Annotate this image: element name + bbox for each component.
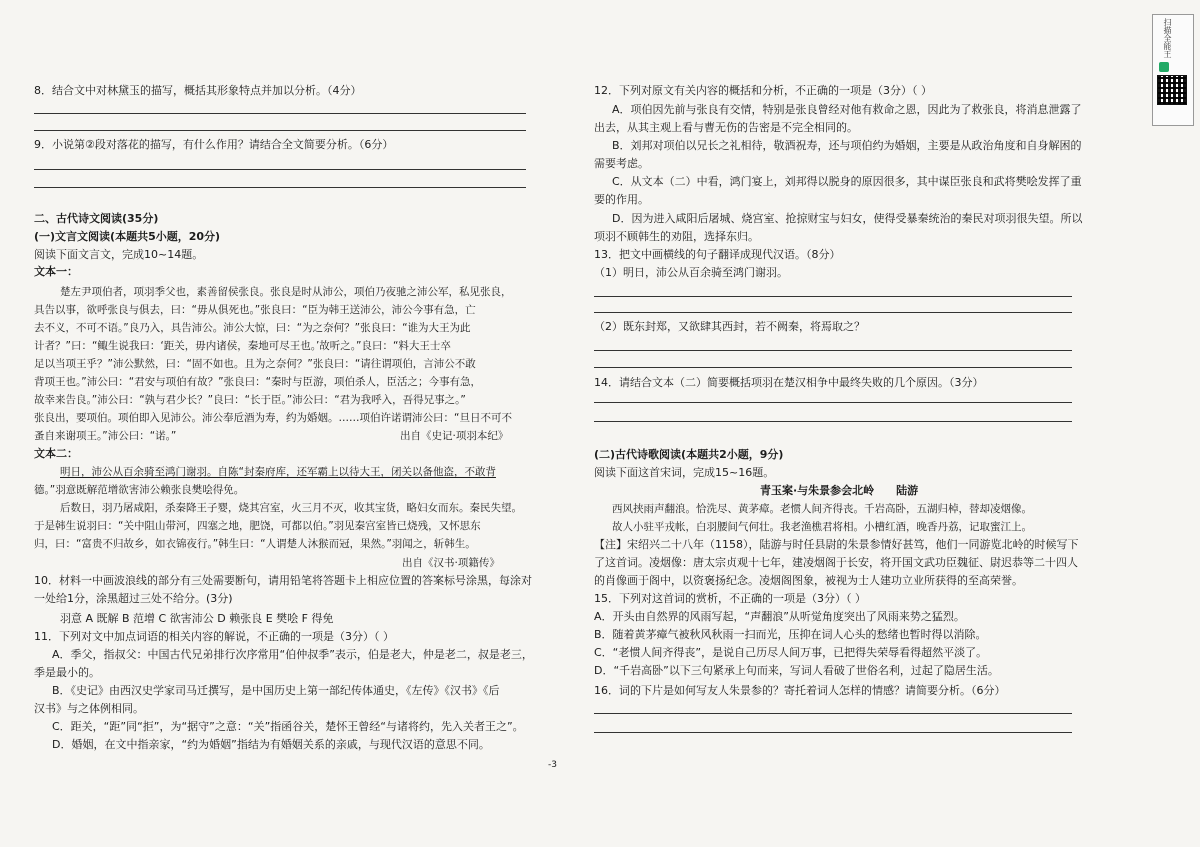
q15-option-d: D．“千岩高卧”以下三句紧承上句而来，写词人看破了世俗名利，过起了隐居生活。 xyxy=(594,664,999,677)
instruction: 阅读下面文言文，完成10~14题。 xyxy=(34,248,204,261)
text-1-line: 足以当项王乎？”沛公默然，曰：“固不如也。且为之奈何？”张良曰：“请往谓项伯，言沛公不敢 xyxy=(34,358,476,370)
poem-line: 故人小驻平戎帐，白羽腰间气何壮。我老渔樵君将相。小槽红酒，晚香丹荔，记取蜜江上。 xyxy=(612,521,1032,533)
q15-option-b: B．随着黄茅瘴气被秋风秋雨一扫而光，压抑在词人心头的愁绪也暂时得以消除。 xyxy=(594,628,987,641)
q11-option-b: B．《史记》由西汉史学家司马迁撰写，是中国历史上第一部纪传体通史，《左传》《汉书》《后 xyxy=(52,684,500,697)
q12-option-a: A．项伯因先前与张良有交情，特别是张良曾经对他有救命之恩，因此为了救张良，将消息泄露了 xyxy=(612,103,1082,116)
instruction-2: 阅读下面这首宋词，完成15~16题。 xyxy=(594,466,775,479)
text-2-line: 德。”羽意既解范增欲害沛公赖张良樊哙得免。 xyxy=(34,484,245,496)
source-1: 出自《史记·项羽本纪》 xyxy=(400,430,509,442)
poem-title: 青玉案·与朱景参会北岭 陆游 xyxy=(760,484,919,497)
q11-option-c: C．距关，“距”同“拒”，为“据守”之意：“关”指函谷关，楚怀王曾经“与诸将约，先入关者王之”。 xyxy=(52,720,524,733)
q12-option-d: D．因为进入咸阳后屠城、烧宫室、抢掠财宝与妇女，使得受暴秦统治的秦民对项羽很失望。所以 xyxy=(612,212,1083,225)
section-2-title: 二、古代诗文阅读(35分) xyxy=(34,212,159,225)
note-line: 了这首词。凌烟像：唐太宗贞观十七年，建凌烟阁于长安，将开国文武功臣魏征、尉迟恭等二十四人 xyxy=(594,556,1078,569)
answer-line[interactable] xyxy=(594,296,1072,297)
note-line: 【注】宋绍兴二十八年（1158），陆游与时任县尉的朱景参情好甚笃，他们一同游览北岭的时候写下 xyxy=(594,538,1079,551)
subsection-1-title: (一)文言文阅读(本题共5小题，20分) xyxy=(34,230,221,243)
question-14: 14．请结合文本（二）简要概括项羽在楚汉相争中最终失败的几个原因。（3分） xyxy=(594,376,984,389)
poem-line: 西风挟雨声翻浪。恰洗尽、黄茅瘴。老惯人间齐得丧。千岩高卧，五湖归棹，替却凌烟像。 xyxy=(612,503,1032,515)
q12-option-a-cont: 出去，从其主观上看与曹无伤的告密是不完全相同的。 xyxy=(594,121,858,134)
question-13: 13．把文中画横线的句子翻译成现代汉语。（8分） xyxy=(594,248,841,261)
q11-option-a-cont: 季是最小的。 xyxy=(34,666,100,679)
answer-line[interactable] xyxy=(34,113,526,114)
text-1-line: 蚤自来谢项王。”沛公曰：“诺。” xyxy=(34,430,177,442)
text-1-line: 背项王也。”沛公曰：“君安与项伯有故？”张良曰：“秦时与臣游，项伯杀人，臣活之；今事有急， xyxy=(34,376,482,388)
text-1-line: 故幸来告良。”沛公曰：“孰与君少长？”良曰：“长于臣。”沛公曰：“君为我呼入，吾得兄事之。” xyxy=(34,394,466,406)
answer-line[interactable] xyxy=(34,169,526,170)
text-1-line: 去不义，不可不语。”良乃入，具告沛公。沛公大惊，曰：“为之奈何？”张良曰：“谁为大王为此 xyxy=(34,322,471,334)
question-11: 11．下列对文中加点词语的相关内容的解说，不正确的一项是（3分）（ ） xyxy=(34,630,394,643)
answer-line[interactable] xyxy=(594,421,1072,422)
text-1-line: 张良出，要项伯。项伯即入见沛公。沛公奉卮酒为寿，约为婚姻。……项伯许诺谓沛公曰：“旦日不可不 xyxy=(34,412,512,424)
text-2-line: 于是韩生说羽曰：“关中阻山带河，四塞之地，肥饶，可都以伯。”羽见秦宫室皆已烧残，又怀思东 xyxy=(34,520,481,532)
text-1-line: 具告以事，欲呼张良与俱去，曰：“毋从俱死也。”张良曰：“臣为韩王送沛公，沛公今事有急，亡 xyxy=(34,304,476,316)
q11-option-a: A．季父，指叔父：中国古代兄弟排行次序常用“伯仲叔季”表示，伯是老大，仲是老二，叔是老三， xyxy=(52,648,533,661)
text-2-line: 后数日，羽乃屠咸阳，杀秦降王子婴，烧其宫室，火三月不灭，收其宝货，略妇女而东。秦民失望。 xyxy=(60,502,522,514)
answer-line[interactable] xyxy=(594,402,1072,403)
source-2: 出自《汉书·项籍传》 xyxy=(402,557,500,569)
answer-line[interactable] xyxy=(34,130,526,131)
question-10: 10．材料一中画波浪线的部分有三处需要断句，请用铅笔将答题卡上相应位置的答案标号涂黑，每涂对 xyxy=(34,574,532,587)
scanner-logo-icon xyxy=(1159,62,1169,72)
answer-line[interactable] xyxy=(594,732,1072,733)
answer-line[interactable] xyxy=(594,367,1072,368)
q11-option-d: D．婚姻，在文中指亲家，“约为婚姻”指结为有婚姻关系的亲戚，与现代汉语的意思不同。 xyxy=(52,738,490,751)
note-line: 的肖像画于阁中，以资褒扬纪念。凌烟阁图象，被视为士人建功立业所获得的至高荣誉。 xyxy=(594,574,1023,587)
question-9: 9．小说第②段对落花的描写，有什么作用？请结合全文简要分析。（6分） xyxy=(34,138,394,151)
q12-option-c: C．从文本（二）中看，鸿门宴上，刘邦得以脱身的原因很多，其中谋臣张良和武将樊哙发挥了重 xyxy=(612,175,1082,188)
q12-option-c-cont: 要的作用。 xyxy=(594,193,649,206)
text-2-line: 归，曰：“富贵不归故乡，如衣锦夜行。”韩生曰：“人谓楚人沐猴而冠，果然。”羽闻之，斩韩生。 xyxy=(34,538,476,550)
text-1-line: 楚左尹项伯者，项羽季父也，素善留侯张良。张良是时从沛公，项伯乃夜驰之沛公军，私见张良， xyxy=(60,286,512,298)
q11-option-b-cont: 汉书》与之体例相同。 xyxy=(34,702,144,715)
question-10-cont: 一处给1分，涂黑超过三处不给分。(3分) xyxy=(34,592,233,605)
q15-option-c: C．“老惯人间齐得丧”，是说自己历尽人间万事，已把得失荣辱看得超然平淡了。 xyxy=(594,646,988,659)
question-15: 15．下列对这首词的赏析，不正确的一项是（3分）（ ） xyxy=(594,592,866,605)
text-1-line: 计者？”曰：“鲰生说我曰：‘距关，毋内诸侯，秦地可尽王也。’故听之。”良曰：“料大王士卒 xyxy=(34,340,451,352)
answer-line[interactable] xyxy=(594,713,1072,714)
q15-option-a: A．开头由自然界的风雨写起，“声翻浪”从听觉角度突出了风雨来势之猛烈。 xyxy=(594,610,965,623)
q12-option-b-cont: 需要考虑。 xyxy=(594,157,649,170)
answer-line[interactable] xyxy=(34,187,526,188)
question-10-options: 羽意 A 既解 B 范增 C 欲害沛公 D 赖张良 E 樊哙 F 得免 xyxy=(60,612,334,625)
q13-part-2: （2）既东封郑，又欲肆其西封，若不阙秦，将焉取之？ xyxy=(594,320,865,333)
qr-code-icon xyxy=(1157,75,1187,105)
q12-option-b: B．刘邦对项伯以兄长之礼相待，敬酒祝寿，还与项伯约为婚姻，主要是从政治角度和自身解困的 xyxy=(612,139,1082,152)
subsection-2-title: (二)古代诗歌阅读(本题共2小题，9分) xyxy=(594,448,784,461)
q12-option-d-cont: 项羽不顾韩生的劝阻，选择东归。 xyxy=(594,230,759,243)
text-1-label: 文本一： xyxy=(34,265,78,278)
q13-part-1: （1）明日，沛公从百余骑至鸿门谢羽。 xyxy=(594,266,788,279)
question-8: 8．结合文中对林黛玉的描写，概括其形象特点并加以分析。（4分） xyxy=(34,84,362,97)
question-16: 16．词的下片是如何写友人朱景参的？寄托着词人怎样的情感？请简要分析。（6分） xyxy=(594,684,1006,697)
question-12: 12．下列对原文有关内容的概括和分析，不正确的一项是（3分）（ ） xyxy=(594,84,932,97)
text-2-line: 明日，沛公从百余骑至鸿门谢羽。自陈“封秦府库，还军霸上以待大王，闭关以备他盗，不敢背 xyxy=(60,466,496,478)
text-2-label: 文本二： xyxy=(34,447,78,460)
scanner-badge-label: 扫描全能王 xyxy=(1163,18,1172,58)
page-number: -3 xyxy=(548,760,557,770)
answer-line[interactable] xyxy=(594,312,1072,313)
answer-line[interactable] xyxy=(594,350,1072,351)
